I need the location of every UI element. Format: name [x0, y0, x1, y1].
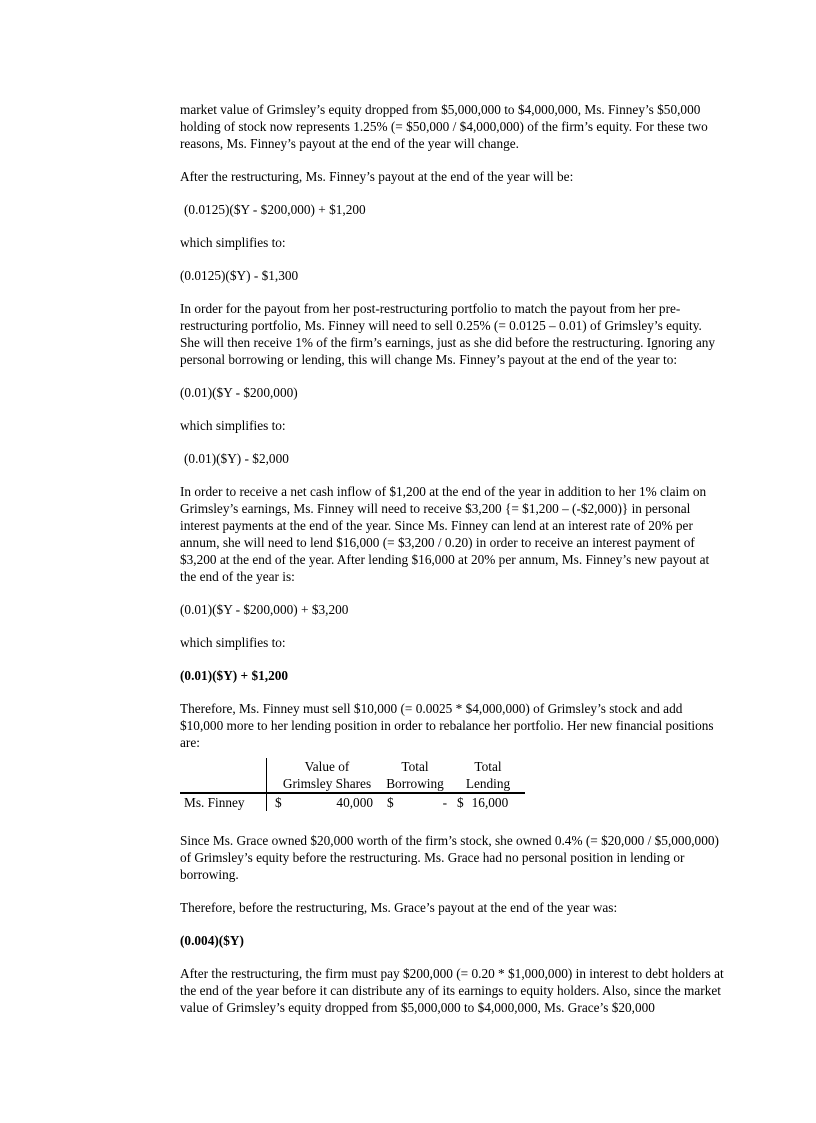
borrowing-cell [379, 793, 451, 811]
currency-symbol: $ [275, 795, 282, 810]
equation: (0.0125)($Y - $200,000) + $1,200 [184, 202, 366, 217]
paragraph: which simplifies to: [180, 635, 286, 650]
header-cell: Grimsley Shares [275, 775, 379, 793]
document-page [180, 101, 725, 1016]
header-cell: Value of [304, 759, 350, 774]
equation-result: (0.004)($Y) [180, 933, 244, 948]
value-cell [275, 793, 379, 811]
header-cell: Total [474, 759, 502, 774]
header-cell: Lending [451, 775, 525, 793]
equation-result: (0.01)($Y) + $1,200 [180, 668, 289, 683]
row-label: Ms. Finney [184, 795, 245, 810]
cell-value: - [442, 795, 447, 810]
header-cell: Total [401, 759, 429, 774]
lending-cell [451, 793, 525, 811]
paragraph: Therefore, Ms. Finney must sell $10,000 (= 0.0025 * $4,000,000) of Grimsley’s stock and add $10,000 more to her lending position in order to rebalance her portfolio. Her new financial positions are: [180, 701, 714, 750]
table-row [180, 793, 525, 811]
paragraph: After the restructuring, the firm must pay $200,000 (= 0.20 * $1,000,000) in interest to debt holders at the end of the year before it can distribute any of its earnings to equity holders. Also, since the market value of Grimsley’s equity dropped from $5,000,000 to $4,000,000, Ms. Grace’s $20,000 [180, 966, 724, 1015]
equation: (0.01)($Y - $200,000) [180, 385, 298, 400]
table-header-row [180, 758, 525, 775]
paragraph: In order to receive a net cash inflow of $1,200 at the end of the year in addition to her 1% claim on Grimsley’s earnings, Ms. Finney will need to receive $3,200 {= $1,200 – (-$2,000)} in personal interest payments at the end of the year. Since Ms. Finney can lend at an interest rate of 20% per annum, she will need to lend $16,000 (= $3,200 / 0.20) in order to receive an interest payment of $3,200 at the end of the year. After lending $16,000 at 20% per annum, Ms. Finney’s new payout at the end of the year is: [180, 484, 710, 584]
equation: (0.01)($Y - $200,000) + $3,200 [180, 602, 349, 617]
equation: (0.0125)($Y) - $1,300 [180, 268, 299, 283]
paragraph: Therefore, before the restructuring, Ms. Grace’s payout at the end of the year was: [180, 900, 618, 915]
currency-symbol: $ [457, 795, 464, 810]
paragraph: which simplifies to: [180, 235, 286, 250]
paragraph: After the restructuring, Ms. Finney’s payout at the end of the year will be: [180, 169, 574, 184]
header-cell: Borrowing [379, 775, 451, 793]
cell-value: 16,000 [471, 795, 509, 810]
paragraph: market value of Grimsley’s equity dropped from $5,000,000 to $4,000,000, Ms. Finney’s $50,000 holding of stock now represents 1.25% (= $50,000 / $4,000,000) of the firm’s equity. For these two reasons, Ms. Finney’s payout at the end of the year will change. [180, 102, 708, 151]
paragraph: which simplifies to: [180, 418, 286, 433]
paragraph: Since Ms. Grace owned $20,000 worth of the firm’s stock, she owned 0.4% (= $20,000 / $5,000,000) of Grimsley’s equity before the restructuring. Ms. Grace had no personal position in lending or borrowing. [180, 833, 719, 882]
paragraph: In order for the payout from her post-restructuring portfolio to match the payout from her pre-restructuring portfolio, Ms. Finney will need to sell 0.25% (= 0.0125 – 0.01) of Grimsley’s equity. She will then receive 1% of the firm’s earnings, just as she did before the restructuring. Ignoring any personal borrowing or lending, this will change Ms. Finney’s payout at the end of the year to: [180, 301, 716, 367]
table-header-row [180, 775, 525, 793]
currency-symbol: $ [387, 795, 394, 810]
equation: (0.01)($Y) - $2,000 [184, 451, 289, 466]
cell-value: 40,000 [336, 795, 373, 810]
financial-positions-table [180, 758, 525, 811]
